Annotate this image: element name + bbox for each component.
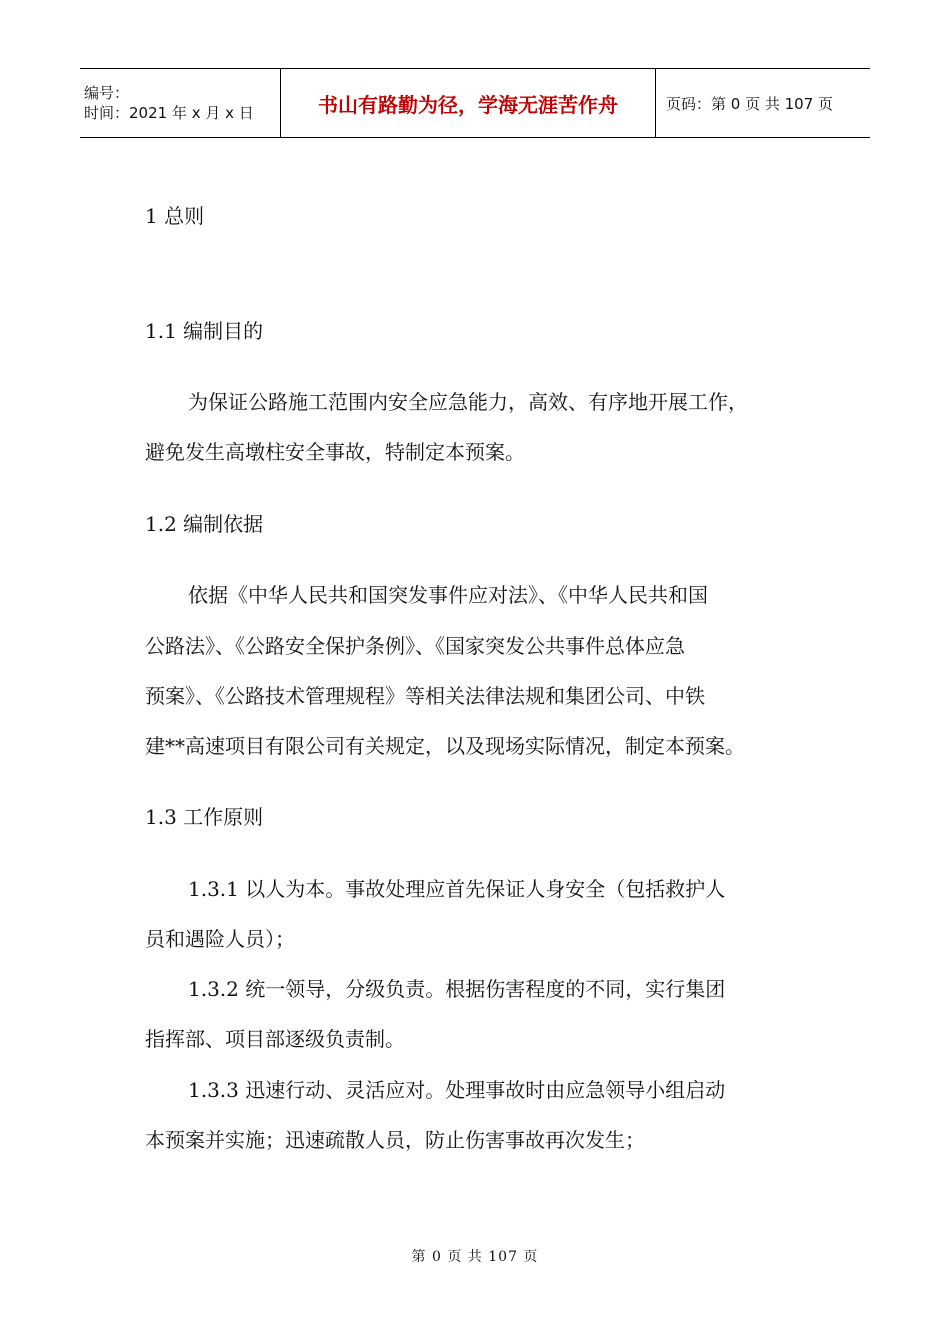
paragraph-line: 1.3.3 迅速行动、灵活应对。处理事故时由应急领导小组启动 xyxy=(188,1078,726,1102)
paragraph-line: 员和遇险人员）； xyxy=(145,927,295,951)
paragraph-line: 本预案并实施；迅速疏散人员，防止伤害事故再次发生； xyxy=(145,1128,645,1152)
subsection-heading: 1.2 编制依据 xyxy=(145,512,264,536)
page-footer: 第 0 页 共 107 页 xyxy=(411,1249,539,1265)
paragraph-line: 1.3.1 以人为本。事故处理应首先保证人身安全（包括救护人 xyxy=(188,877,726,901)
paragraph-line: 1.3.2 统一领导，分级负责。根据伤害程度的不同，实行集团 xyxy=(188,977,726,1001)
header-meta xyxy=(80,69,280,137)
time-label: 时间：2021 年 x 月 x 日 xyxy=(84,104,254,122)
paragraph-line: 避免发生高墩柱安全事故，特制定本预案。 xyxy=(145,440,525,464)
paragraph-line: 公路法》、《公路安全保护条例》、《国家突发公共事件总体应急 xyxy=(145,634,685,658)
paragraph-line: 依据《中华人民共和国突发事件应对法》、《中华人民共和国 xyxy=(188,583,708,607)
header-motto: 书山有路勤为径，学海无涯苦作舟 xyxy=(280,69,656,137)
subsection-heading: 1.3 工作原则 xyxy=(145,805,264,829)
paragraph-line: 指挥部、项目部逐级负责制。 xyxy=(145,1027,405,1051)
paragraph-line: 为保证公路施工范围内安全应急能力，高效、有序地开展工作， xyxy=(188,390,748,414)
header-page-info: 页码：第 0 页 共 107 页 xyxy=(666,94,834,113)
subsection-heading: 1.1 编制目的 xyxy=(145,319,264,343)
section-title: 1 总则 xyxy=(145,204,205,228)
paragraph-line: 预案》、《公路技术管理规程》等相关法律法规和集团公司、中铁 xyxy=(145,684,705,708)
paragraph-line: 建**高速项目有限公司有关规定，以及现场实际情况，制定本预案。 xyxy=(145,734,745,758)
page-header xyxy=(80,68,870,138)
number-label: 编号： xyxy=(84,84,130,102)
